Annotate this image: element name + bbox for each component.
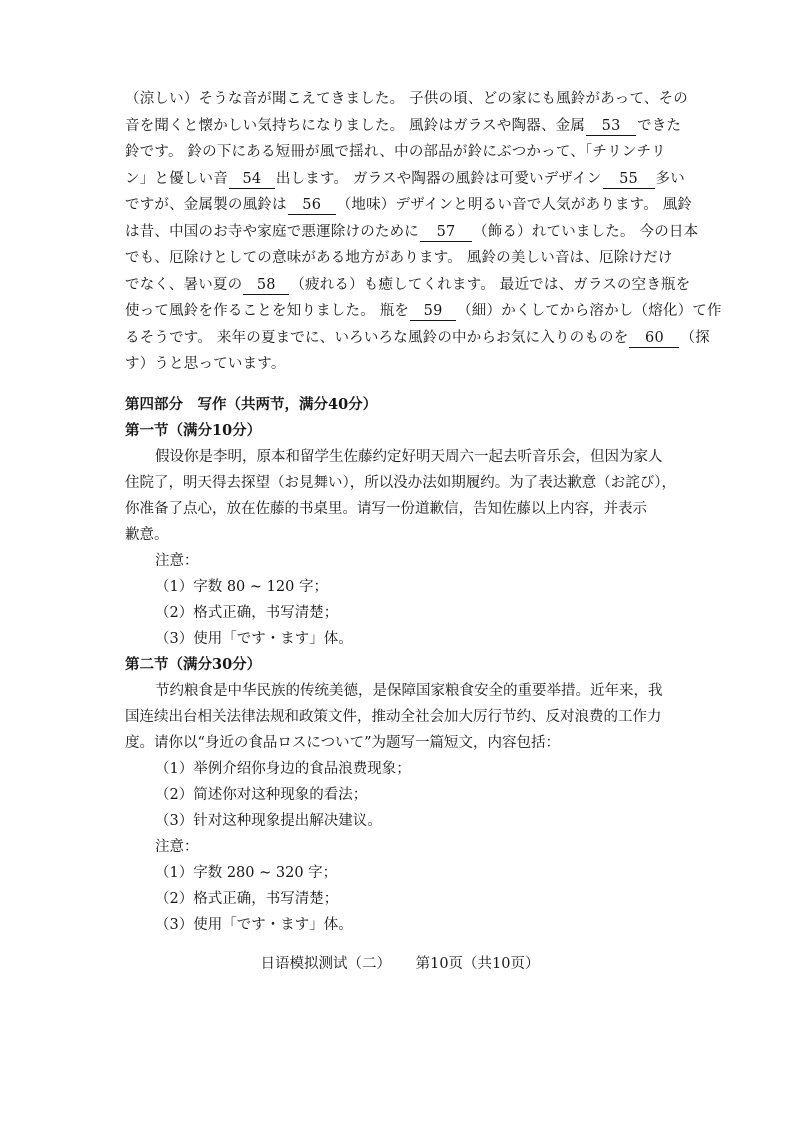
passage-text: でなく、暑い夏の [125, 276, 243, 293]
passage-text: （疲れる）も癒してくれます。 最近では、ガラスの空き瓶を [290, 276, 691, 293]
prompt-line: 节约粮食是中华民族的传统美德，是保障国家粮食安全的重要举措。近年来，我 [155, 683, 663, 699]
content-item: （3）针对这种现象提出解决建议。 [155, 813, 382, 829]
passage-text: す）うと思っています。 [125, 356, 286, 372]
blank-54: 54 [229, 171, 275, 189]
reading-passage [125, 86, 722, 378]
passage-text: 鈴です。 鈴の下にある短冊が風で揺れ、中の部品が鈴にぶつかって、「チリンチリ [125, 144, 666, 160]
passage-text: るそうです。 来年の夏までに、いろいろな風鈴の中からお気に入りのものを [125, 329, 629, 346]
prompt-line: 歉意。 [125, 527, 169, 543]
passage-line [125, 139, 685, 166]
passage-text: は昔、中国のお寺や家庭で悪運除けのために [125, 223, 419, 240]
blank-57: 57 [420, 224, 472, 242]
passage-text: （地味）デザインと明るい音で人気があります。 風鈴 [336, 197, 693, 213]
section2-prompt [125, 678, 695, 756]
section2-title: 第二节（满分30分） [125, 656, 262, 673]
prompt-line: 你准备了点心，放在佐藤的书桌里。请写一份道歉信，告知佐藤以上内容，并表示 [125, 501, 647, 517]
blank-60: 60 [629, 330, 679, 348]
passage-line [125, 166, 685, 193]
writing-part [125, 392, 695, 938]
passage-line [125, 219, 699, 246]
passage-text: ン」と優しい音 [125, 170, 228, 187]
prompt-line: 假设你是李明，原本和留学生佐藤约定好明天周六一起去听音乐会，但因为家人 [155, 449, 663, 465]
exam-name: 日语模拟测试（二） [260, 956, 391, 972]
passage-text: （飾る）れていました。 今の日本 [473, 223, 699, 240]
page-footer [0, 952, 800, 973]
note-item: （1）字数 280 ~ 320 字； [155, 865, 338, 881]
prompt-line: 国连续出台相关法律法规和政策文件，推动全社会加大厉行节约、反对浪费的工作力 [125, 709, 662, 725]
passage-line [125, 325, 710, 352]
section1-note-label: 注意： [155, 553, 199, 569]
note-item: （3）使用「です・ます」体。 [155, 631, 353, 647]
blank-53: 53 [586, 118, 636, 136]
blank-56: 56 [288, 197, 336, 215]
passage-text: （涼しい）そうな音が聞こえてきました。 子供の頃、どの家にも風鈴があって、その [125, 91, 688, 107]
prompt-line: 度。请你以“身近の食品ロスについて”为题写一篇短文，内容包括： [125, 735, 561, 751]
passage-text: ですが、金属製の風鈴は [125, 197, 287, 213]
content-item: （1）举例介绍你身边的食品浪费现象； [155, 761, 411, 777]
section1-prompt [125, 444, 695, 548]
blank-58: 58 [243, 277, 289, 295]
note-item: （2）格式正确，书写清楚； [155, 891, 339, 907]
passage-text: （細）かくしてから溶かし（熔化）て作 [457, 303, 722, 319]
note-item: （2）格式正确，书写清楚； [155, 605, 339, 621]
blank-55: 55 [603, 171, 655, 189]
note-item: （1）字数 80 ~ 120 字； [155, 579, 328, 595]
passage-line [125, 192, 693, 219]
prompt-line: 住院了，明天得去探望（お見舞い），所以没办法如期履约。为了表达歉意（お詫び）， [125, 475, 676, 491]
passage-line [125, 272, 691, 299]
blank-59: 59 [410, 303, 456, 321]
passage-text: 多い [655, 170, 685, 187]
passage-text: （探 [680, 329, 710, 346]
passage-line [125, 351, 685, 378]
content-item: （2）简述你对这种现象的看法； [155, 787, 368, 803]
passage-line [125, 245, 685, 272]
passage-line [125, 86, 688, 113]
passage-text: 出します。 ガラスや陶器の風鈴は可愛いデザイン [275, 170, 602, 187]
page-number: 第10页（共10页） [415, 956, 540, 972]
passage-text: 音を聞くと懐かしい気持ちになりました。 風鈴はガラスや陶器、金属 [125, 117, 586, 134]
passage-line [125, 298, 722, 325]
passage-text: できた [637, 117, 682, 134]
section1-title: 第一节（满分10分） [125, 422, 262, 439]
passage-text: でも、厄除けとしての意味がある地方があります。 風鈴の美しい音は、厄除けだけ [125, 250, 673, 266]
part-title: 第四部分 写作（共两节，满分40分） [125, 396, 378, 413]
passage-line [125, 113, 685, 140]
note-item: （3）使用「です・ます」体。 [155, 917, 353, 933]
passage-text: 使って風鈴を作ることを知りました。 瓶を [125, 303, 410, 319]
section2-note-label: 注意： [155, 839, 199, 855]
